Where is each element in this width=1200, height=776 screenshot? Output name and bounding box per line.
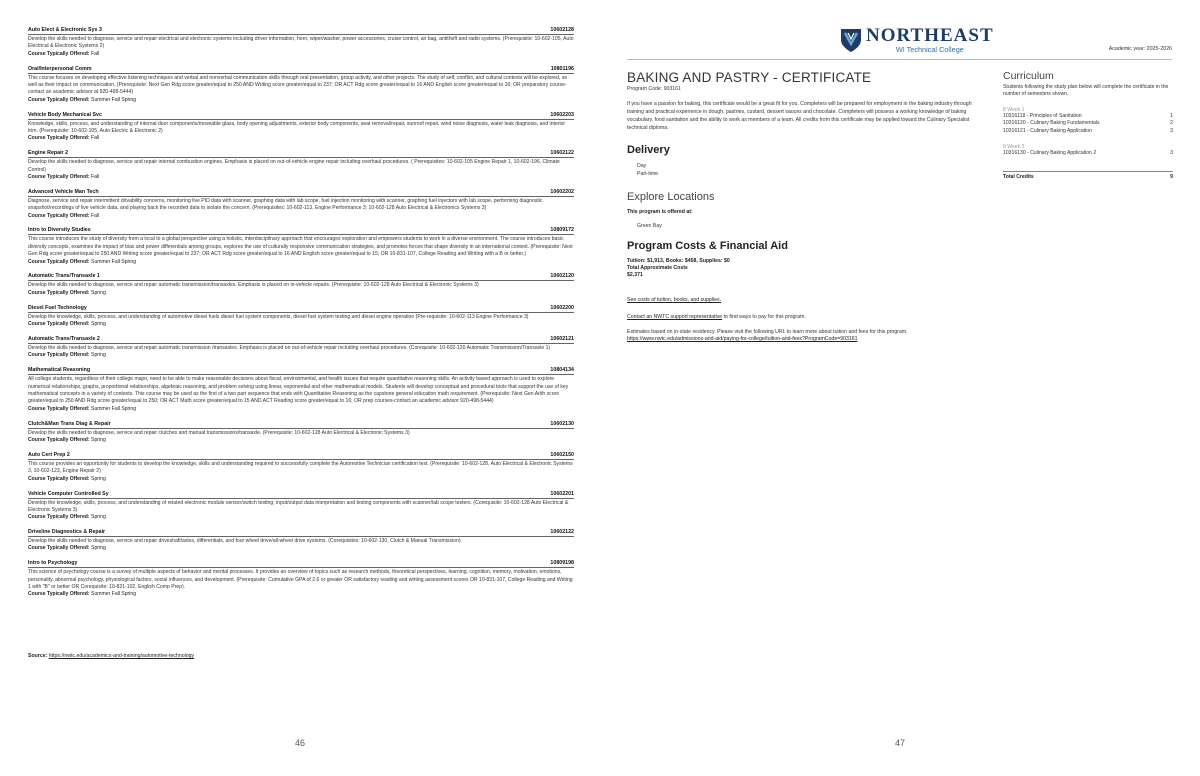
program-title: BAKING AND PASTRY - CERTIFICATE [627, 70, 872, 85]
tuition-url-link[interactable]: https://www.nwtc.edu/admissions-and-aid/paying-for-college/tuition-and-fees?ProgramCode=903161 [627, 336, 858, 343]
course-description: Diagnose, service and repair intermittent drivability concerns, monitoring live PID data with scanner, graphing data with lab scope, fuel injection monitoring with scanner, graphing fuel injectors with lab scope, performing diagnostic snapshot/recordings of live vehicle data, and playing back the recorded data to isolate the concern. (Prerequisites: 10-602-113, Engine Performance 3; 10-602-128 Auto Electrical & Electronics Systems 3) [28, 197, 543, 212]
course-title: Intro to Diversity Studies [28, 227, 91, 234]
source-label: Source: [28, 653, 48, 659]
course-title: Intro to Psychology [28, 560, 78, 567]
curriculum-heading: Curriculum [1003, 70, 1054, 82]
course-offered-terms: Summer Fall Spring [91, 405, 137, 412]
course-offered-terms: Fall [91, 212, 100, 219]
curriculum-credits: 2 [1170, 120, 1173, 127]
course-header [28, 227, 574, 235]
course-description: This science of psychology course is a survey of multiple aspects of behavior and mental processes. It provides an overview of topics such as research methods, theoretical perspectives, learning, cognition, memory, motivation, emotions, personality, abnormal psychology, physiological factors, social influences, and development. (Prerequisite: Cumulative GPA of 2.6 or greater OR satisfactory reading and writing assessment scores OR 10-831-107, College Reading and Writing 1 with "B" or better OR Corequisite: 10-831-102, English Comp Prep). [28, 569, 573, 591]
course-code: 10602150 [550, 451, 574, 458]
course-entry [28, 560, 574, 598]
costs-link[interactable]: See costs of tuition, books, and supplies. [627, 297, 722, 304]
course-offered-label: Course Typically Offered: [28, 212, 90, 219]
course-code: 10801196 [550, 65, 574, 72]
course-description: Knowledge, skills, process, and understanding of internal door components/moveable glass, body opening adjustments, exterior body components, seat removal/repair, sunroof repair, wind noise diagnosis, water leak diagnosis, and interior trim. (Prerequisite: 10-602-105, Auto Electric & Electronic 2) [28, 120, 566, 134]
course-description: Develop the skills needed to diagnose, service and repair electrical and electronic systems including driver information, horn, wiper/washer, power accessories, cruise control, air bag, antitheft and radio systems. (Prerequisite: 10-602-105, Auto Electrical & Electronic Systems 2) [28, 36, 574, 50]
course-description: This course focuses on developing effective listening techniques and verbal and nonverbal communication skills through oral presentation, group activity, and other projects. The study of self, conflict, and cultural contexts will be explored, as well as their impact on communication. (Prerequisite: Next Gen Rdg score greater/equal to 250 AND Writing score greater/equal to 237; OR ACT Rdg score greater/equal to 16 AND English score greater/equal to 16; OR preparatory course-contact an academic advisor at 920-498-5444) [28, 74, 568, 96]
course-code: 10602200 [550, 304, 574, 311]
page-number-right: 47 [894, 738, 905, 748]
course-entry [28, 452, 574, 483]
curriculum-row [1003, 120, 1173, 127]
course-offered-terms: Spring [91, 514, 106, 521]
course-code: 10602203 [550, 111, 574, 118]
course-description: Develop the skills needed to diagnose, service and repair automatic transmission/transaxles. Emphasis is placed on in-vehicle repairs. (Prerequisite: 10-602-128 Auto Electrical & Electronic Systems 3) [28, 282, 479, 289]
course-list [28, 27, 574, 606]
page-right [600, 0, 1200, 776]
course-header [28, 305, 574, 313]
course-offered-terms: Summer Fall Spring [91, 96, 137, 103]
course-offered-label: Course Typically Offered: [28, 405, 90, 412]
course-header [28, 367, 574, 375]
course-offered [28, 437, 574, 444]
logo-subtitle: WI Technical College [895, 45, 964, 54]
course-entry [28, 336, 574, 360]
support-link-tail: to find ways to pay for this program. [722, 314, 806, 321]
course-offered-terms: Spring [91, 436, 106, 443]
course-code: 10602130 [550, 420, 574, 427]
course-entry [28, 112, 574, 143]
course-header [28, 273, 574, 281]
course-description: This course provides an opportunity for students to develop the knowledge, skills and understanding required to successfully complete the Automotive Technician certification test. (Prerequisite: 10-602-128, Auto Electrical & Electronic Systems 3, 10-602-123, Engine Repair 2) [28, 460, 573, 475]
curriculum-credits: 3 [1170, 149, 1173, 156]
college-logo [840, 26, 994, 53]
course-offered-terms: Spring [91, 475, 106, 482]
course-code: 10602201 [550, 490, 574, 497]
course-offered [28, 514, 574, 521]
program-main [627, 70, 987, 343]
estimate-note: Estimates based on in-state residency. Please visit the following URL to learn more about tuition and fees for this program. [627, 329, 908, 336]
costs-block [627, 258, 987, 280]
course-title: Automatic Trans/Transaxle 1 [28, 273, 100, 280]
delivery-item: Part-time [637, 170, 659, 177]
course-description: Develop the knowledge, skills, process, and understanding of automotive diesel fuels diesel fuel system components, diesel fuel system testing and diesel engine operation (Pre-requisite: 10-602-113 Engine Performance 3) [28, 313, 529, 320]
costs-total-label: Total Approximate Costs [627, 264, 688, 271]
offered-at-label: This program is offered at: [627, 208, 693, 215]
course-description: All college students, regardless of their college major, need to be able to make reasonable decisions about fiscal, environmental, and health issues that require quantitative reasoning skills. An activity based approach is used to explore numerical relationships, graphs, proportional relationships, algebraic reasoning, and problem solving using linear, exponential and other mathematical models. Students will develop conceptual and procedural tools that support the use of key mathematical concepts in a variety of contexts. This course may be used as the first of a two part sequence that ends with Quantitative Reasoning as the capstone general education math requirement. (Prerequisite: Next Gen Arith score greater/equal to 250 AND Rdg score greater/equal to 250; OR ACT Math score greater/equal to 15 AND ACT Reading score greater/equal to 16; OR prep courses-contact an academic advisor 920-498-5444) [28, 376, 569, 405]
academic-year: Academic year: 2025-2026 [1108, 46, 1172, 52]
total-credits-value: 9 [1170, 174, 1173, 181]
course-entry [28, 150, 574, 181]
curriculum-course: 10316130 - Culinary Baking Application 2 [1003, 149, 1097, 156]
course-title: Automatic Trans/Transaxle 2 [28, 336, 100, 342]
course-offered [28, 135, 574, 142]
support-link[interactable]: Contact an NWTC support representative [627, 314, 723, 321]
course-title: Mathematical Reasoning [28, 367, 91, 374]
course-offered-label: Course Typically Offered: [28, 50, 90, 57]
course-offered [28, 97, 574, 104]
course-entry [28, 491, 574, 522]
course-header [28, 112, 574, 120]
curriculum-panel [1003, 70, 1173, 180]
course-title: Vehicle Body Mechanical Svc [28, 111, 102, 118]
course-title: Driveline Diagnostics & Repair [28, 529, 106, 536]
course-entry [28, 529, 574, 553]
course-title: Advanced Vehicle Man Tech [28, 188, 99, 195]
costs-heading: Program Costs & Financial Aid [627, 239, 788, 252]
course-header [28, 66, 574, 74]
course-offered [28, 213, 574, 220]
header-divider [627, 59, 1172, 60]
course-entry [28, 367, 574, 413]
course-offered-terms: Summer Fall Spring [91, 258, 137, 265]
campus-name: Green Bay [637, 222, 662, 229]
course-offered-label: Course Typically Offered: [28, 436, 90, 443]
course-header [28, 27, 574, 35]
curriculum-credits: 3 [1170, 127, 1173, 134]
week-label: 8 Week 1 [1003, 107, 1025, 113]
curriculum-row [1003, 113, 1173, 120]
course-code: 10602122 [550, 529, 574, 536]
course-offered [28, 545, 574, 552]
course-code: 10602122 [550, 150, 574, 157]
curriculum-row [1003, 128, 1173, 135]
source-line [28, 653, 194, 659]
course-offered-terms: Spring [91, 321, 106, 328]
course-offered-label: Course Typically Offered: [28, 321, 90, 328]
course-offered [28, 174, 574, 181]
course-code: 10809172 [550, 227, 574, 234]
course-title: Diesel Fuel Technology [28, 304, 87, 311]
locations-heading: Explore Locations [627, 190, 715, 203]
logo-name: NORTHEAST [866, 25, 994, 46]
course-code: 10809198 [550, 560, 574, 567]
course-header [28, 491, 574, 499]
course-header [28, 421, 574, 429]
course-offered-terms: Fall [91, 135, 100, 142]
course-offered-terms: Summer Fall Spring [91, 591, 137, 598]
course-offered-label: Course Typically Offered: [28, 258, 90, 265]
course-entry [28, 305, 574, 329]
page-number-left: 46 [294, 738, 305, 748]
costs-breakdown: Tuition: $1,913, Books: $458, Supplies: $0 [627, 257, 730, 264]
total-credits-label: Total Credits [1003, 174, 1034, 181]
delivery-heading: Delivery [627, 143, 670, 156]
curriculum-course: 10316121 - Culinary Baking Application [1003, 127, 1092, 134]
course-code: 10602120 [550, 273, 574, 280]
course-offered-terms: Fall [91, 50, 100, 57]
course-offered [28, 259, 574, 266]
shield-logo-icon [840, 27, 862, 53]
course-entry [28, 421, 574, 445]
course-offered-label: Course Typically Offered: [28, 545, 90, 552]
week-label: 8 Week 2 [1003, 143, 1025, 150]
course-description: Develop the skills needed to diagnose, service and repair automatic transmission /transaxles. Emphasis is placed on out-of-vehicle repair including overhaul procedures. (Corequisite: 10-602-120 Automatic Transmission/Transaxle 1) [28, 345, 551, 351]
course-entry [28, 66, 574, 104]
course-offered [28, 406, 574, 413]
course-title: Vehicle Computer Controlled Sy [28, 490, 109, 497]
curriculum-credits: 1 [1170, 113, 1173, 119]
course-offered-label: Course Typically Offered: [28, 96, 90, 103]
course-offered [28, 51, 574, 58]
curriculum-row [1003, 150, 1173, 157]
course-offered-terms: Spring [91, 289, 106, 296]
course-title: Engine Repair 2 [28, 150, 69, 157]
course-description: Develop the skills needed to diagnose, service and repair driveshaft/axles, differentials, and four wheel drive/all-wheel drive systems. (Corequisites: 10-602-130, Clutch & Manual Transmission) [28, 538, 461, 545]
course-header [28, 529, 574, 537]
curriculum-course: 10316118 - Principles of Sanitation [1003, 113, 1082, 119]
costs-total-value: $2,371 [627, 272, 643, 279]
course-offered-label: Course Typically Offered: [28, 173, 90, 180]
course-entry [28, 189, 574, 220]
course-header [28, 452, 574, 460]
course-entry [28, 273, 574, 297]
course-title: Auto Elect & Electronic Sys 3 [28, 27, 102, 33]
delivery-list [627, 162, 987, 178]
course-offered [28, 290, 574, 297]
course-offered-label: Course Typically Offered: [28, 289, 90, 296]
course-header [28, 336, 574, 344]
course-offered-terms: Spring [91, 545, 106, 552]
curriculum-course: 10316120 - Culinary Baking Fundamentals [1003, 120, 1100, 127]
course-offered-label: Course Typically Offered: [28, 135, 90, 142]
course-offered [28, 352, 574, 359]
source-link[interactable]: https://nwtc.edu/academics-and-training/automotive-technology [48, 653, 195, 659]
course-offered-label: Course Typically Offered: [28, 591, 90, 598]
course-header [28, 189, 574, 197]
program-intro: If you have a passion for baking, this certificate would be a great fit for you. Completers will be prepared for employment in the baking industry through training and practical experience in dough, pastries, custard, dessert sauces and chocolate. Completers will possess a working knowledge of baking vocabulary, food sanitation and the ability to work as members of a team. All credits from this certificate may be applied toward the Culinary Specialist technical diploma. [627, 101, 972, 131]
course-code: 10602121 [550, 336, 574, 342]
course-code: 10804134 [550, 367, 574, 374]
course-offered [28, 476, 574, 483]
course-code: 10602202 [550, 188, 574, 195]
course-offered-label: Course Typically Offered: [28, 352, 90, 359]
course-offered-terms: Fall [91, 173, 100, 180]
course-entry [28, 227, 574, 265]
course-offered-label: Course Typically Offered: [28, 475, 90, 482]
course-offered [28, 321, 574, 328]
course-code: 10602128 [550, 27, 574, 33]
course-offered-terms: Spring [91, 352, 106, 359]
course-header [28, 150, 574, 158]
course-title: Auto Cert Prep 2 [28, 451, 70, 458]
course-offered-label: Course Typically Offered: [28, 514, 90, 521]
curriculum-note: Students following the study plan below will complete the certificate in the number of semesters shown. [1003, 84, 1169, 97]
course-entry [28, 27, 574, 58]
course-title: Clutch&Man Trans Diag & Repair [28, 420, 111, 427]
course-title: Oral/Interpersonal Comm [28, 65, 92, 72]
course-description: Develop the skills needed to diagnose, service and repair clutches and manual transmissions/transaxle. (Prerequisite: 10-602-128 Auto Electrical & Electronic Systems 3) [28, 429, 410, 436]
program-code: Program Code: 903161 [627, 86, 681, 92]
course-description: Develop the knowledge, skills, process, and understanding of related electronic module sensor/switch testing, input/output data interpretation and testing components with scanner/lab scope testers. (Corequisite: 10-602-128 Auto Electrical & Electronic Systems 3) [28, 499, 569, 513]
course-offered [28, 591, 574, 598]
course-description: Develop the skills needed to diagnose, service and repair internal combustion engines. Emphasis is placed on out-of-vehicle engine repair including overhaul procedures. ( Prerequisites: 10-602-105 Engine Repair 1, 10-602-196, Climate Control) [28, 159, 560, 173]
total-credits-row [1003, 171, 1173, 180]
course-header [28, 560, 574, 568]
course-description: This course introduces the study of diversity from a local to a global perspective using a holistic, interdisciplinary approach that encourages exploration and empowers students to work in a diverse environment. The course introduces basic diversity concepts, examines the impact of bias and power differentials among groups, explores the use of culturally responsive communication strategies, and promotes forces that shape diversity in an international context. (Prerequisite: Next Gen Rdg score greater/equal to 250 AND Writing score greater/equal to 237; OR ACT Rdg score greater/equal to 16 AND English score greater/equal to 15; OR 10-831-107, College Reading and Writing with a B or better.) [28, 236, 573, 258]
delivery-item: Day [637, 162, 647, 169]
